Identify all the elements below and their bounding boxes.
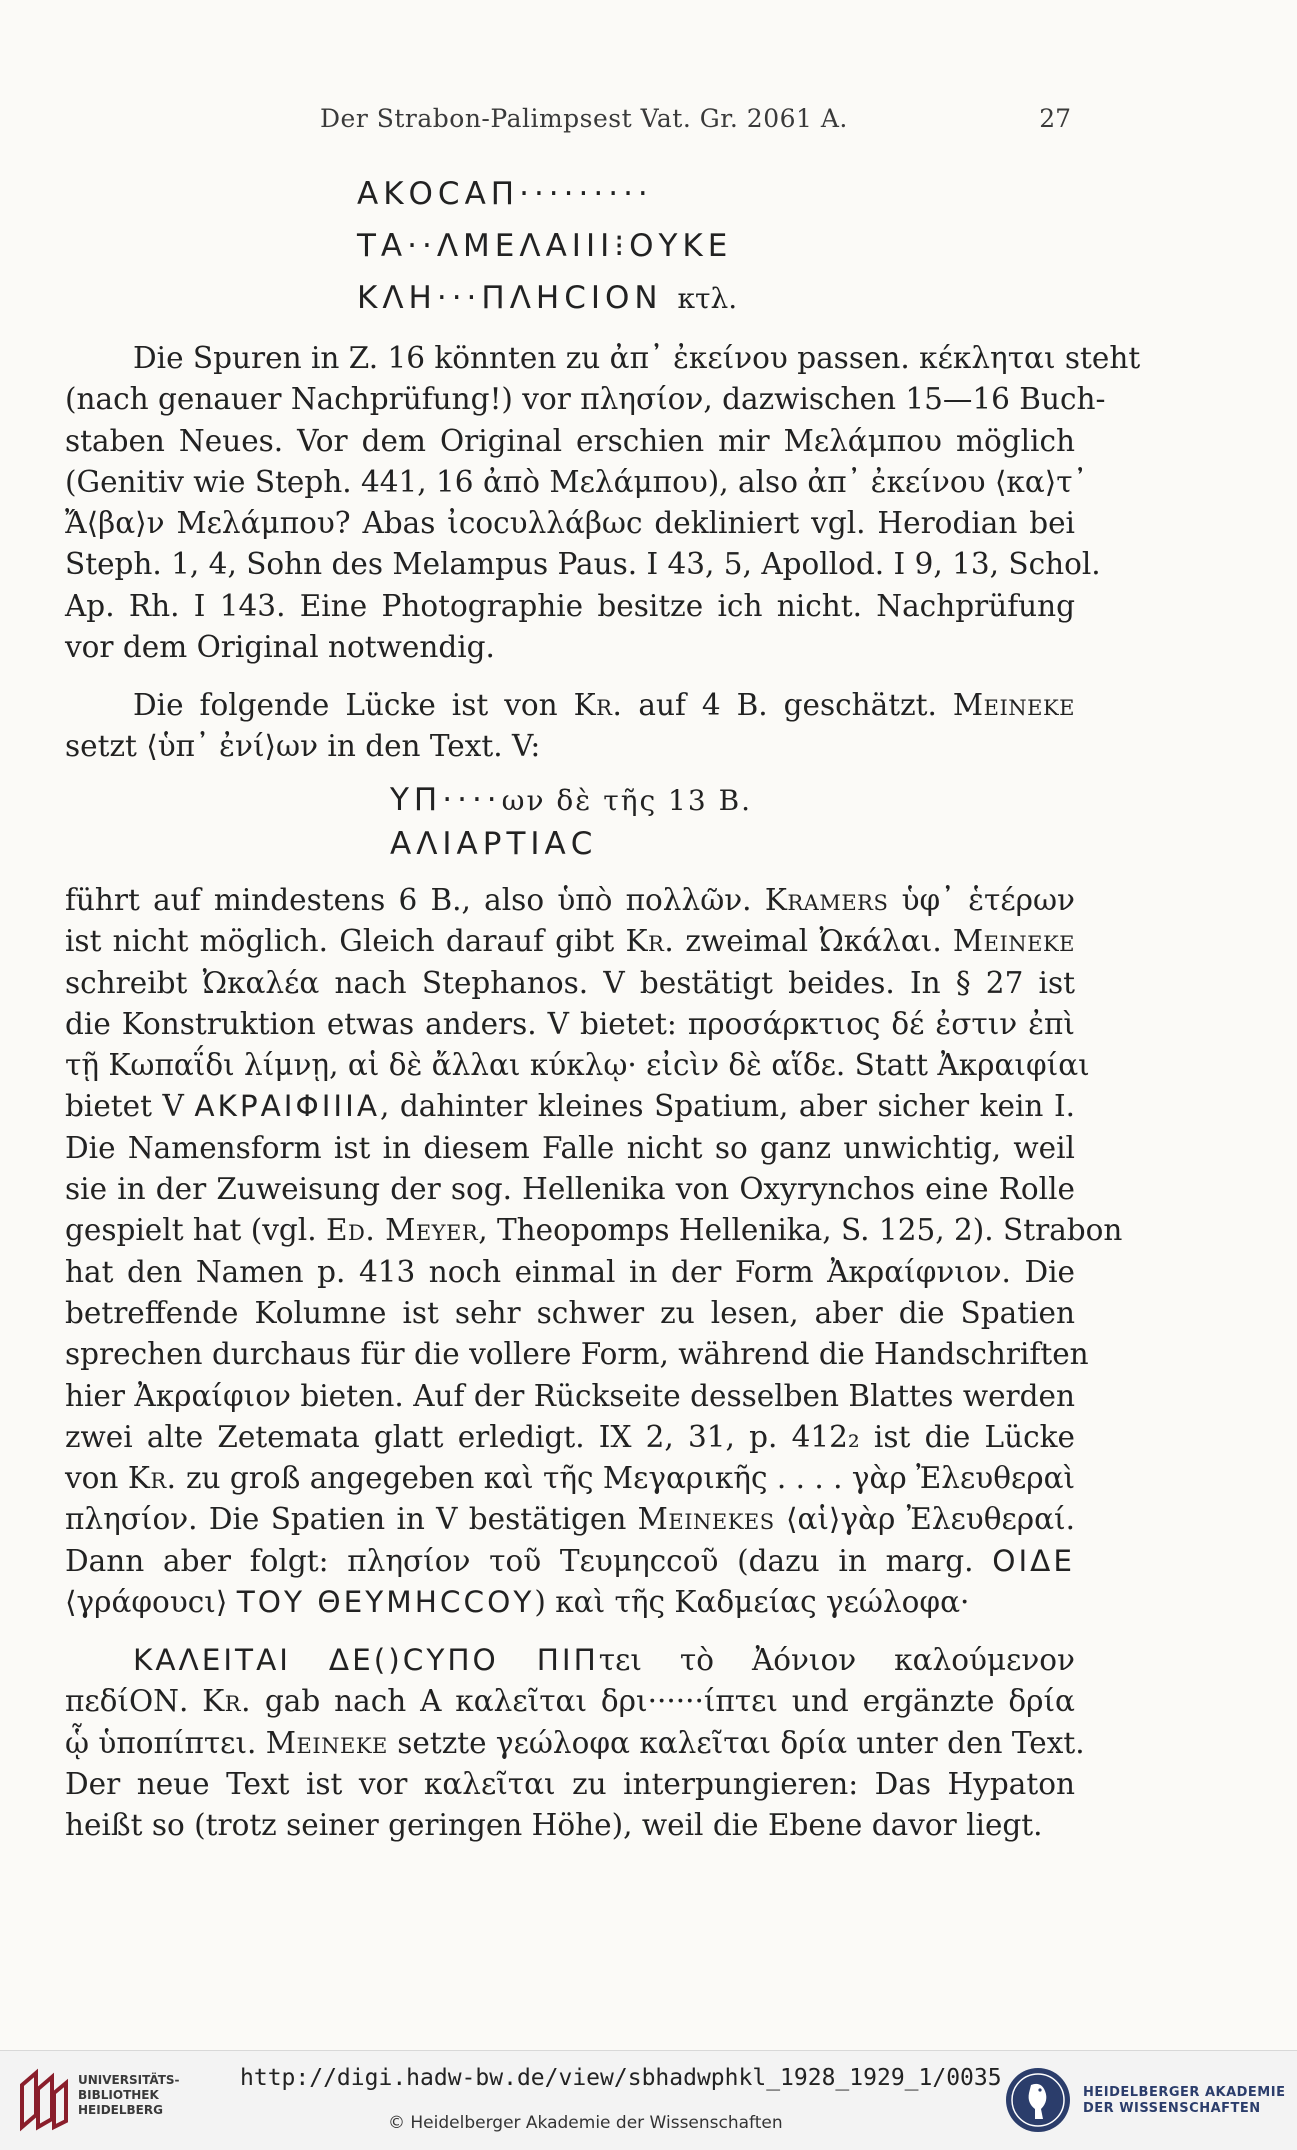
text-line: Die Spuren in Z. 16 könnten zu ἀπ᾿ ἐκείνου passen. κέκληται steht — [133, 341, 1141, 375]
text-line: (nach genauer Nachprüfung!) vor πλησίον, dazwischen 15—16 Buch- — [65, 382, 1106, 417]
text-line: heißt so (trotz seiner geringen Höhe), weil die Ebene davor liegt. — [65, 1808, 1043, 1843]
text-line: Steph. 1, 4, Sohn des Melampus Paus. I 43, 5, Apollod. I 9, 13, Schol. — [65, 547, 1101, 582]
author-smallcaps: Kr. — [625, 924, 675, 959]
text-line: vor dem Original notwendig. — [65, 630, 495, 665]
text-run: zweimal Ὠκάλαι. — [685, 924, 942, 959]
text-line — [65, 1640, 1075, 1681]
text-line: hat den Namen p. 413 noch einmal in der Form Ἀκραίφνιον. Die — [65, 1254, 1075, 1289]
paragraph-3 — [65, 880, 1123, 1623]
author-smallcaps: Kramers — [764, 883, 889, 917]
paragraph-4 — [65, 1640, 1085, 1846]
uncial-line-3 — [357, 280, 737, 316]
text-run: führt auf mindestens 6 B., also ὑπὸ πολλῶν. — [65, 883, 752, 917]
logo-text-line: HEIDELBERG — [78, 2103, 163, 2117]
text-line: die Konstruktion etwas anders. V bietet: προσάρκτιος δέ ἐστιν ἐπὶ — [65, 1006, 1075, 1041]
university-library-logo-icon — [14, 2067, 72, 2133]
text-line — [65, 685, 1075, 726]
text-line: sie in der Zuweisung der sog. Hellenika von Oxyrynchos eine Rolle — [65, 1172, 1075, 1207]
text-line — [65, 921, 1075, 962]
author-smallcaps: Kr. — [573, 688, 623, 722]
uncial-line-5: ΑΛΙΑΡΤΙΑC — [390, 826, 598, 862]
author-smallcaps: Kr. — [127, 1461, 177, 1496]
text-run: ὑφ᾿ ἑτέρων — [901, 883, 1075, 917]
text-line: τῇ Κωπαΐδι λίμνῃ, αἱ δὲ ἄλλαι κύκλῳ· εἰcὶν δὲ αἵδε. Statt Ἀκραιφίαι — [65, 1048, 1090, 1083]
text-run: τει τὸ Ἀόνιον καλούμενον — [598, 1643, 1075, 1677]
text-run: ist nicht möglich. Gleich darauf gibt — [65, 924, 615, 959]
text-run: auf 4 B. geschätzt. — [638, 688, 937, 722]
text-line: Ἄ⟨βα⟩ν Μελάμπου? Abas ἰcocυλλάβωc dekliniert vgl. Herodian bei — [65, 506, 1075, 541]
text-run: πλησίον. Die Spatien in V bestätigen — [65, 1502, 627, 1537]
text-run: gespielt hat (vgl. — [65, 1213, 317, 1248]
academy-name — [1083, 2085, 1285, 2117]
text-run: πεδίΟΝ. — [65, 1684, 189, 1719]
author-smallcaps: Ed. Meyer — [326, 1213, 479, 1248]
uncial-line-3-text: ΚΛΗ···ΠΛΗCΙΟΝ — [357, 280, 663, 316]
uncial-inline: ΠΙΠ — [536, 1643, 599, 1677]
text-run: setzte γεώλοφα καλεῖται δρία unter den Text. — [397, 1725, 1085, 1760]
text-line: (Genitiv wie Steph. 441, 16 ἀπὸ Μελάμπου), also ἀπ᾿ ἐκείνου ⟨κα⟩τ᾿ — [65, 464, 1088, 499]
logo-text-line: DER WISSENSCHAFTEN — [1083, 2101, 1261, 2116]
footer-bar — [0, 2050, 1297, 2150]
copyright-notice: © Heidelberger Akademie der Wissenschaften — [388, 2113, 783, 2133]
text-run: ) καὶ τῆς Καδμείας γεώλοφα· — [534, 1585, 970, 1620]
text-run: Dann aber folgt: πλησίον τοῦ Τευμηccοῦ (dazu in marg. — [65, 1543, 974, 1578]
text-line: schreibt Ὠκαλέα nach Stephanos. V bestätigt beides. In § 27 ist — [65, 965, 1075, 1000]
author-smallcaps: Meineke — [265, 1725, 388, 1760]
text-line: Die Namensform ist in diesem Falle nicht so ganz unwichtig, weil — [65, 1130, 1075, 1165]
text-run: ⟨γράφουcι⟩ — [65, 1585, 228, 1620]
uncial-line-4-rest: ων δὲ τῆς 13 B. — [501, 784, 753, 817]
paragraph-1 — [65, 338, 1141, 668]
text-line: betreffende Kolumne ist sehr schwer zu lesen, aber die Spatien — [65, 1295, 1075, 1330]
text-line: hier Ἀκραίφιον bieten. Auf der Rückseite desselben Blattes werden — [65, 1378, 1075, 1413]
text-run: ᾧ ὑποπίπτει. — [65, 1725, 257, 1760]
text-line — [65, 1582, 1075, 1623]
uncial-inline: ΚΑΛΕΙΤΑΙ — [133, 1643, 291, 1677]
text-line — [65, 1723, 1085, 1764]
uncial-line-4 — [390, 782, 752, 818]
running-title: Der Strabon-Palimpsest Vat. Gr. 2061 A. — [320, 104, 848, 133]
uncial-inline: ΑΚΡΑΙΦΙΙΙΑ — [194, 1089, 381, 1124]
page-number: 27 — [1039, 104, 1071, 133]
author-smallcaps: Kr. — [202, 1684, 251, 1719]
permalink-url[interactable]: http://digi.hadw-bw.de/view/sbhadwphkl_1928_1929_1/0035 — [240, 2065, 1002, 2091]
uncial-line-3-suffix: κτλ. — [677, 282, 738, 315]
text-line: sprechen durchaus für die vollere Form, während die Handschriften — [65, 1337, 1089, 1372]
text-run: , Theopomps Hellenika, S. 125, 2). Strabon — [478, 1213, 1123, 1248]
text-line: setzt ⟨ὑπ᾿ ἐνί⟩ων in den Text. V: — [65, 729, 541, 764]
uncial-inline: ΤΟΥ ΘΕΥΜΗCCΟΥ — [236, 1585, 535, 1620]
uncial-line-4-text: ΥΠ···· — [390, 782, 502, 818]
text-run: Die folgende Lücke ist von — [133, 688, 558, 722]
text-line — [65, 1086, 1075, 1127]
running-header — [0, 104, 1297, 144]
paragraph-2 — [65, 685, 1075, 768]
uncial-inline: ΟΙΔΕ — [992, 1543, 1075, 1578]
text-run: zu groß angegeben καὶ τῆς Μεγαρικῆς . . . . γὰρ Ἐλευθεραὶ — [185, 1461, 1076, 1496]
uncial-inline: ΔΕ()CΥΠΟ — [328, 1643, 499, 1677]
text-line — [65, 1210, 1123, 1251]
text-line — [65, 1499, 1075, 1540]
text-line — [65, 880, 1075, 921]
author-smallcaps: Meineke — [952, 688, 1075, 722]
text-run: gab nach A καλεῖται δρι······ίπτει und ergänzte δρία — [264, 1684, 1075, 1719]
university-library-name — [78, 2073, 180, 2118]
logo-text-line: BIBLIOTHEK — [78, 2088, 159, 2102]
text-run: von — [65, 1461, 119, 1496]
author-smallcaps: Meinekes — [637, 1502, 775, 1537]
text-line: zwei alte Zetemata glatt erledigt. IX 2, 31, p. 412₂ ist die Lücke — [65, 1419, 1075, 1454]
text-line: Ap. Rh. I 143. Eine Photographie besitze ich nicht. Nachprüfung — [65, 588, 1075, 623]
logo-text-line: UNIVERSITÄTS- — [78, 2073, 180, 2087]
uncial-line-2: ΤΑ··ΛΜΕΛΑΙΙΙ⁝ΟΥΚΕ — [357, 228, 733, 264]
text-line — [65, 1541, 1075, 1582]
text-line — [65, 1458, 1075, 1499]
text-run: bietet V — [65, 1089, 184, 1124]
uncial-line-1: ΑΚΟCΑΠ········· — [357, 176, 653, 212]
text-line: Der neue Text ist vor καλεῖται zu interpungieren: Das Hypaton — [65, 1766, 1075, 1801]
academy-seal-icon — [1003, 2065, 1073, 2135]
text-line — [65, 1681, 1075, 1722]
author-smallcaps: Meineke — [952, 924, 1075, 959]
text-run: , dahinter kleines Spatium, aber sicher kein I. — [380, 1089, 1075, 1124]
text-line: staben Neues. Vor dem Original erschien mir Μελάμπου möglich — [65, 423, 1075, 458]
logo-text-line: HEIDELBERGER AKADEMIE — [1083, 2085, 1286, 2100]
text-run: ⟨αἱ⟩γὰρ Ἐλευθεραί. — [785, 1502, 1075, 1537]
